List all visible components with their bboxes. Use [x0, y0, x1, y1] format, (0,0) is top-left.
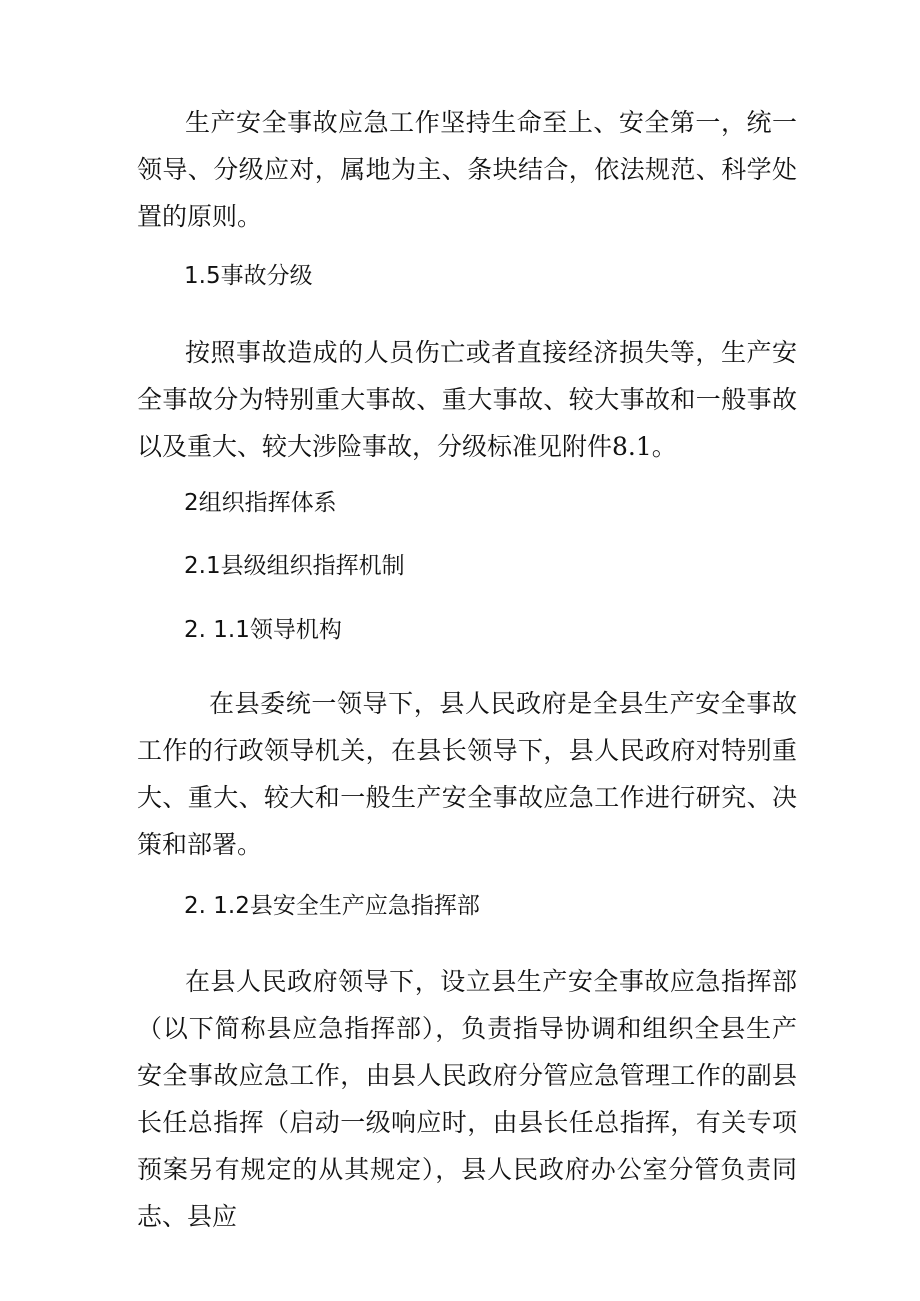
- paragraph-principles: 生产安全事故应急工作坚持生命至上、安全第一，统一领导、分级应对，属地为主、条块结合，依法规范、科学处置的原则。: [137, 108, 797, 231]
- paragraph-leadership-body: 在县委统一领导下，县人民政府是全县生产安全事故工作的行政领导机关，在县长领导下，县人民政府对特别重大、重大、较大和一般生产安全事故应急工作进行研究、决策和部署。: [137, 689, 797, 859]
- heading-2-organization-command-system: 2组织指挥体系: [184, 490, 337, 516]
- heading-2-1-county-command-mechanism: 2.1县级组织指挥机制: [184, 553, 405, 579]
- heading-2-1-2-county-emergency-command: 2. 1.2县安全生产应急指挥部: [184, 893, 480, 919]
- heading-2-1-1-leadership-body: 2. 1.1领导机构: [184, 617, 342, 643]
- paragraph-accident-grading: 按照事故造成的人员伤亡或者直接经济损失等，生产安全事故分为特别重大事故、重大事故、较大事故和一般事故以及重大、较大涉险事故，分级标准见附件8.1。: [137, 338, 797, 461]
- paragraph-county-emergency-command: 在县人民政府领导下，设立县生产安全事故应急指挥部（以下简称县应急指挥部），负责指导协调和组织全县生产安全事故应急工作，由县人民政府分管应急管理工作的副县长任总指挥（启动一级响应时，由县长任总指挥，有关专项预案另有规定的从其规定），县人民政府办公室分管负责同志、县应: [137, 967, 797, 1231]
- heading-1-5-accident-grading: 1.5事故分级: [184, 263, 313, 289]
